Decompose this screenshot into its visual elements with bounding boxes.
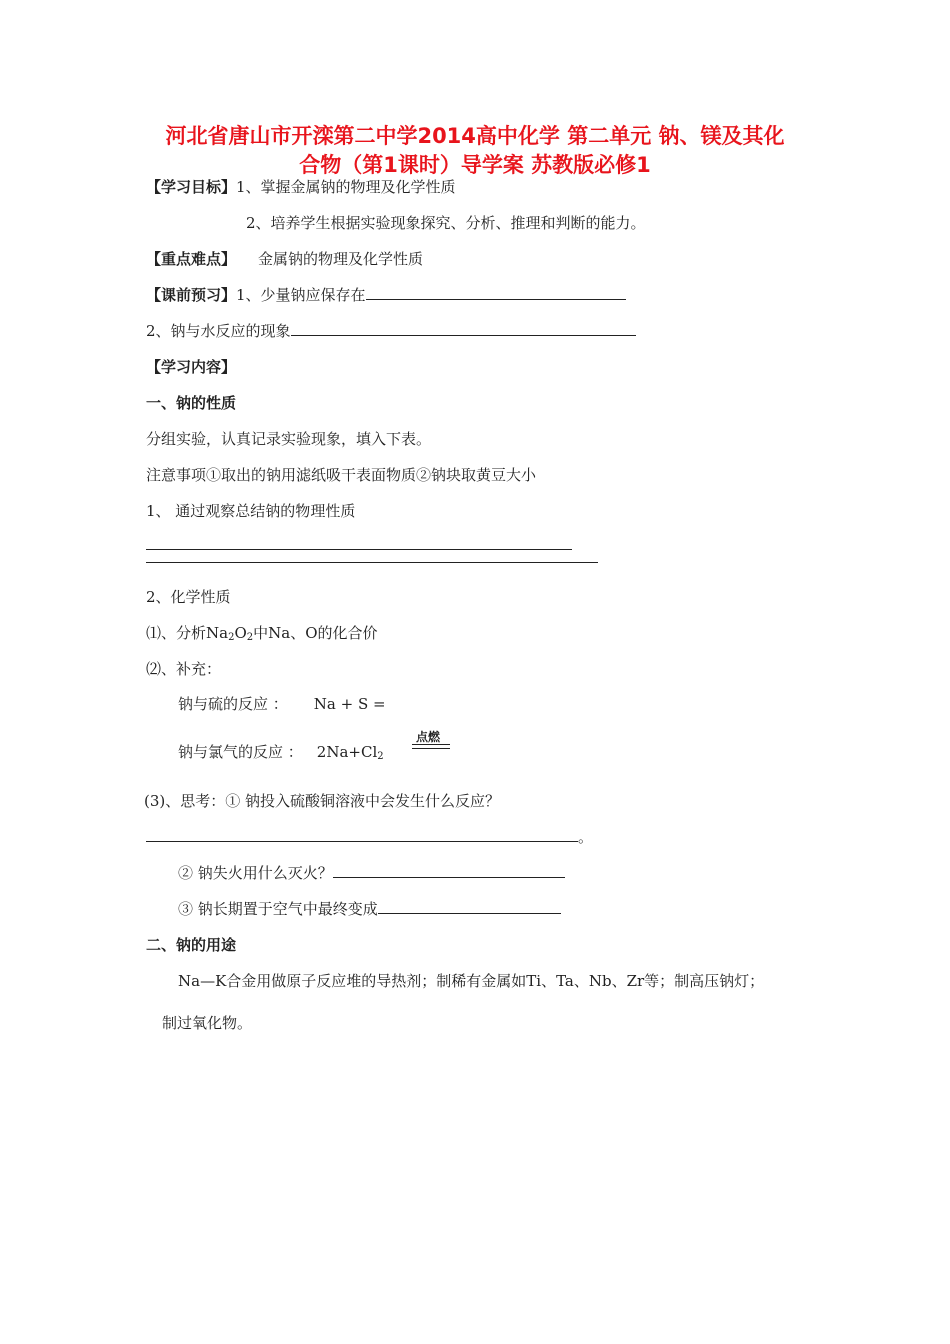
valence-question-suffix: 中Na、O的化合价 — [253, 624, 378, 642]
objective-item-1: 1、掌握金属钠的物理及化学性质 — [236, 178, 456, 196]
section1-notes: 注意事项①取出的钠用滤纸吸干表面物质②钠块取黄豆大小 — [146, 466, 537, 484]
subscript: 2 — [377, 751, 384, 762]
physical-answer-blank-1[interactable] — [146, 549, 572, 550]
reaction-equation: Na + S = — [313, 695, 386, 713]
preview-question-2: 2、钠与水反应的现象 — [146, 322, 291, 340]
reaction-label: 钠与氯气的反应 ： — [178, 743, 303, 761]
valence-question — [146, 623, 378, 648]
keypoints-row — [146, 249, 423, 269]
think-question-2 — [178, 863, 565, 883]
think-question-2-text: ② 钠失火用什么灭火？ — [178, 864, 333, 882]
think-question-3 — [178, 899, 561, 919]
document-title-line2: 合物（第1课时）导学案 苏教版必修1 — [299, 153, 651, 177]
preview-question-1: 1、少量钠应保存在 — [236, 286, 366, 304]
objectives-label: 【学习目标】 — [146, 178, 237, 196]
physical-properties-question: 1、 通过观察总结钠的物理性质 — [146, 502, 356, 520]
think-answer-blank-2[interactable] — [333, 863, 565, 878]
preview-row-1 — [146, 285, 626, 305]
ignition-condition: 点燃 — [416, 730, 441, 744]
preview-answer-blank-1[interactable] — [366, 285, 626, 300]
subscript: 2 — [228, 632, 235, 643]
preview-row-2 — [146, 321, 636, 341]
preview-label: 【课前预习】 — [146, 286, 237, 304]
section1-intro: 分组实验，认真记录实验现象，填入下表。 — [146, 430, 432, 448]
sodium-sulfur-reaction — [178, 694, 386, 714]
physical-answer-blank-2[interactable] — [146, 562, 598, 563]
objectives-row — [146, 177, 456, 197]
section2-text-line2: 制过氧化物。 — [162, 1014, 253, 1032]
think-question-1: (3)、思考：① 钠投入硫酸铜溶液中会发生什么反应？ — [144, 792, 501, 810]
reaction-equation: 2Na+Cl — [316, 743, 378, 761]
supplement-heading: ⑵、补充： — [146, 660, 222, 678]
think-question-3-text: ③ 钠长期置于空气中最终变成 — [178, 900, 378, 918]
sodium-chlorine-reaction — [178, 742, 384, 767]
period: 。 — [578, 828, 594, 846]
reaction-label: 钠与硫的反应 ： — [178, 695, 288, 713]
preview-answer-blank-2[interactable] — [291, 321, 636, 336]
chemical-properties-heading: 2、化学性质 — [146, 588, 231, 606]
oxygen-symbol: O — [234, 624, 247, 642]
keypoints-text: 金属钠的物理及化学性质 — [258, 250, 424, 268]
objective-item-2: 2、培养学生根据实验现象探究、分析、推理和判断的能力。 — [246, 214, 646, 232]
section1-heading: 一、钠的性质 — [146, 394, 237, 412]
valence-question-prefix: ⑴、分析Na — [146, 624, 229, 642]
keypoints-label: 【重点难点】 — [146, 250, 237, 268]
document-title-line1: 河北省唐山市开滦第二中学2014高中化学 第二单元 钠、镁及其化 — [165, 124, 785, 148]
subscript: 2 — [246, 632, 254, 643]
content-label: 【学习内容】 — [146, 358, 237, 376]
think-answer-blank-3[interactable] — [378, 899, 561, 914]
section2-heading: 二、钠的用途 — [146, 936, 237, 954]
think-answer-row-1 — [146, 827, 593, 847]
section2-text-line1: Na—K合金用做原子反应堆的导热剂；制稀有金属如Ti、Ta、Nb、Zr等；制高压钠灯； — [178, 972, 765, 990]
think-answer-blank-1[interactable] — [146, 827, 578, 842]
